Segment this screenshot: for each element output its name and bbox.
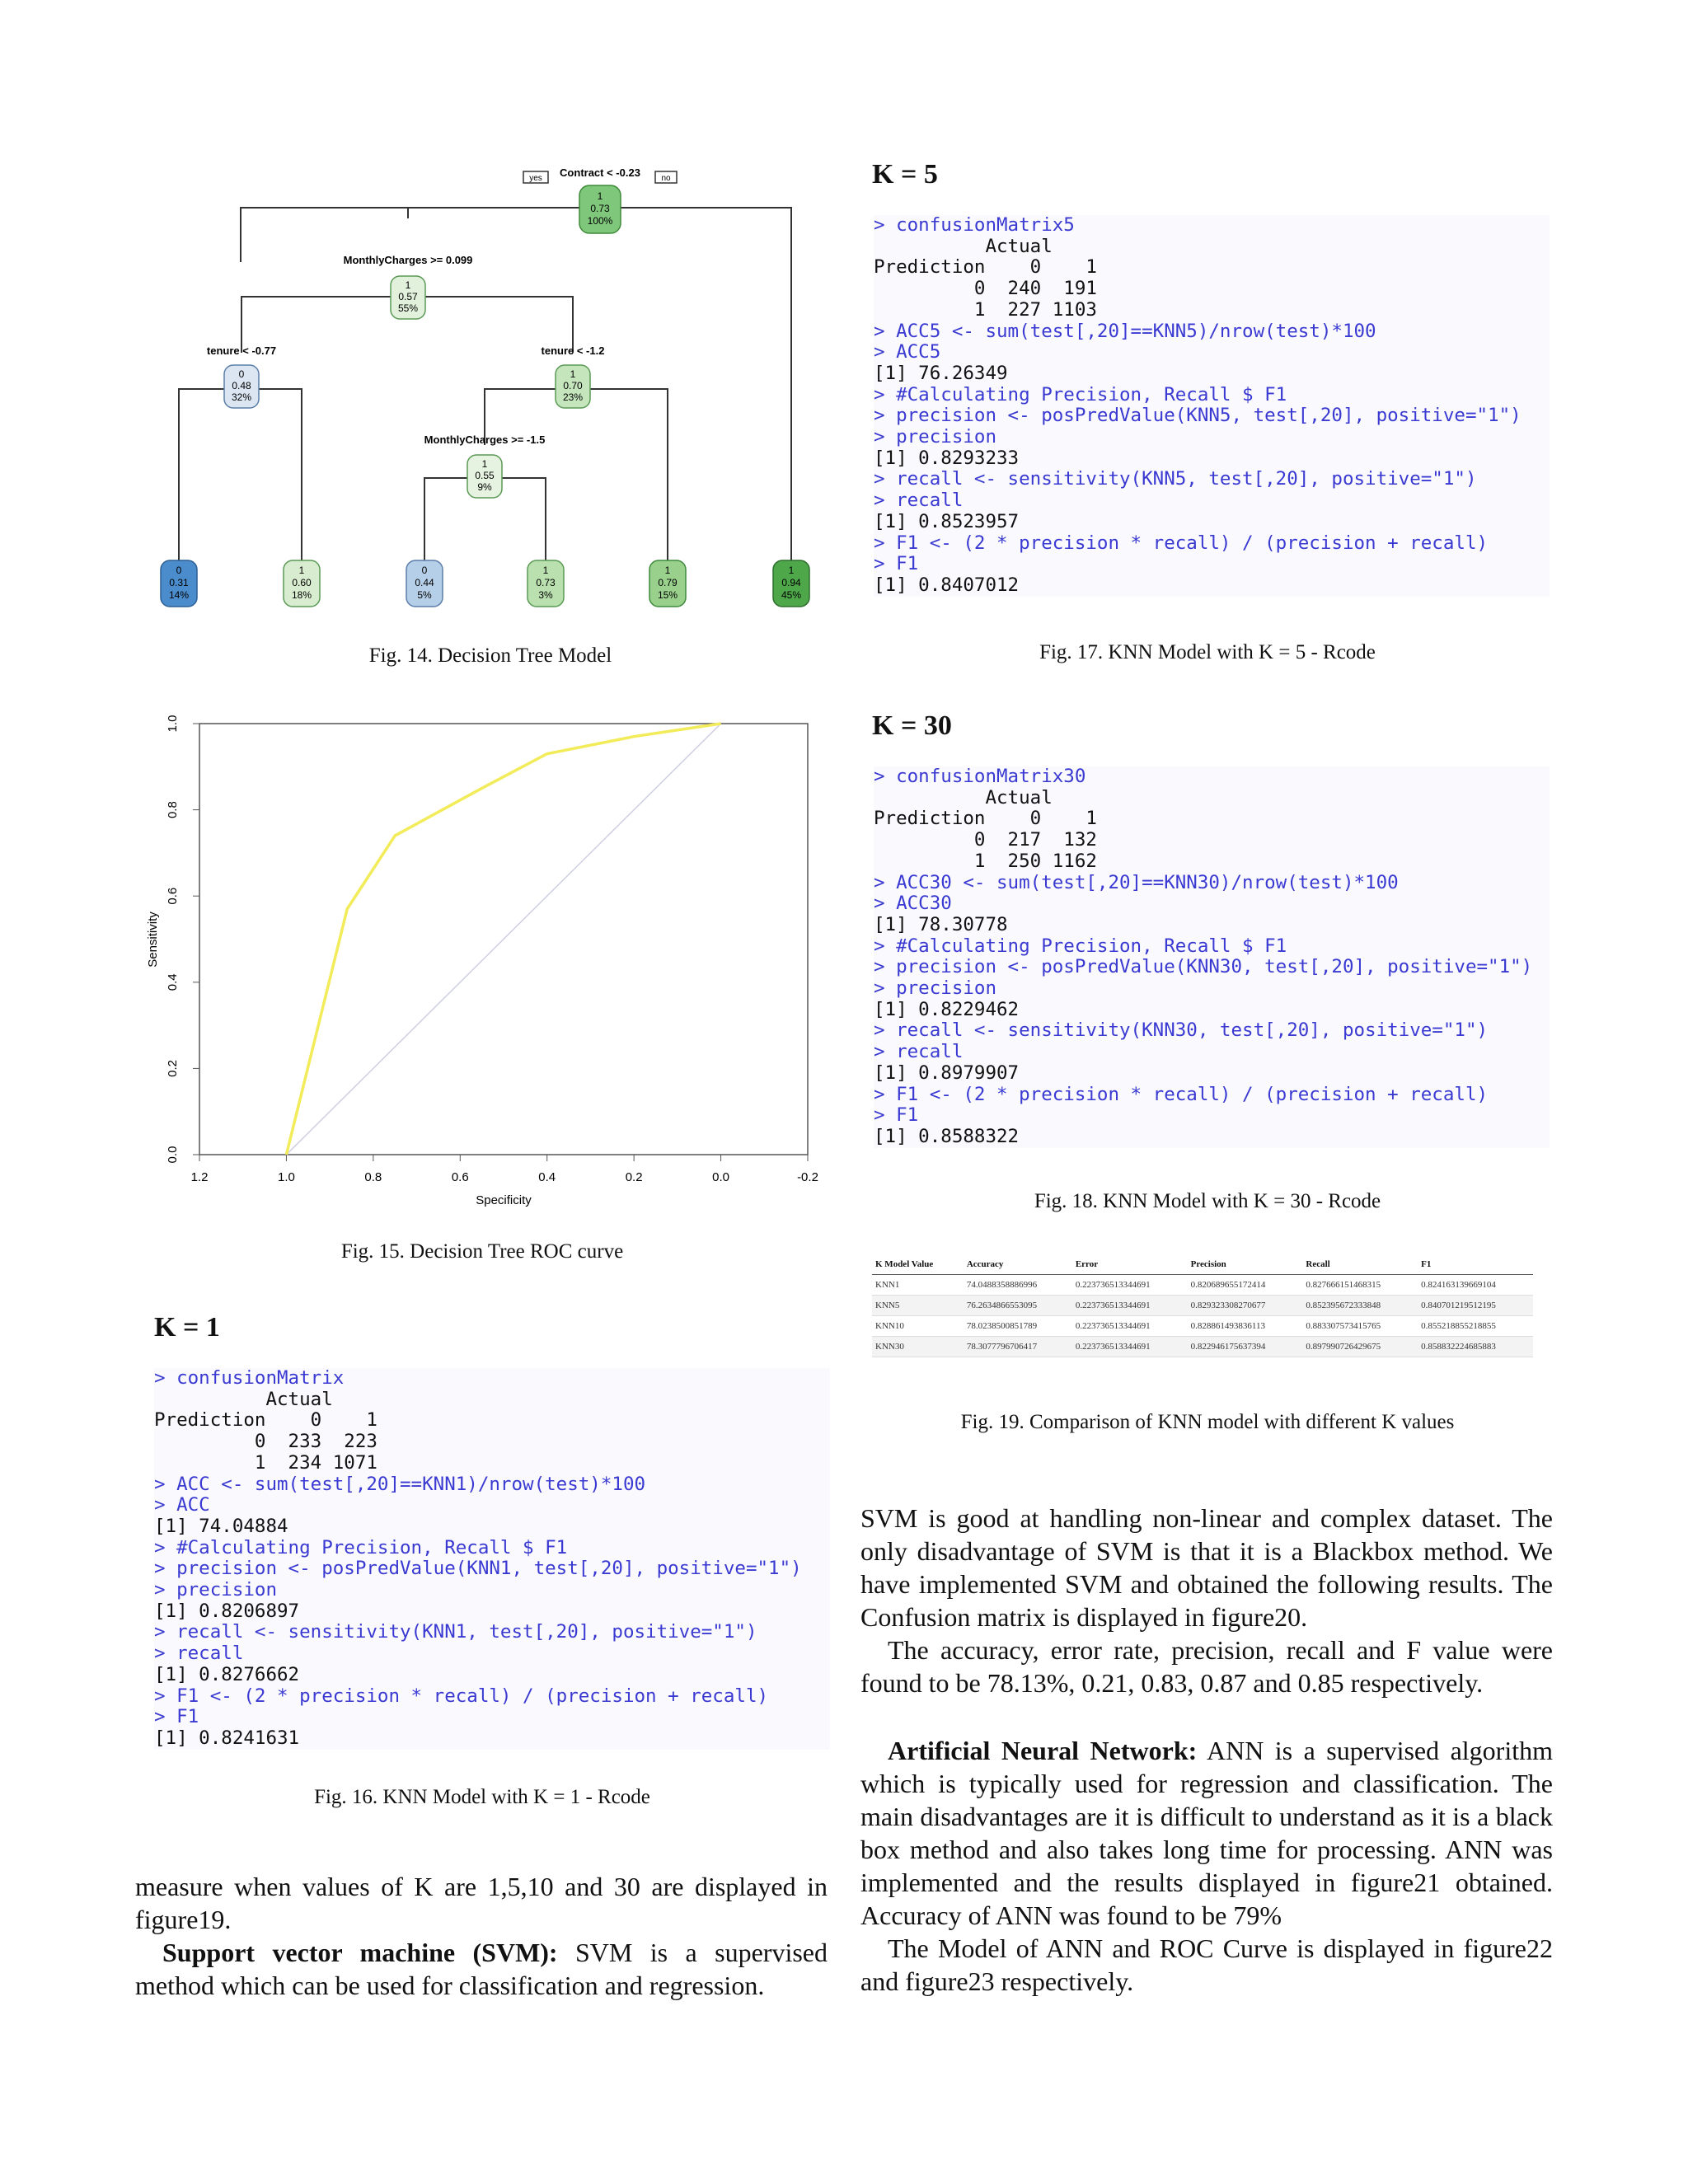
table-cell: 0.824163139669104 (1418, 1275, 1533, 1296)
tree-leaf-4 (528, 560, 564, 607)
svg-text:tenure < -1.2: tenure < -1.2 (541, 344, 605, 357)
svg-text:32%: 32% (231, 391, 252, 403)
ann-text: ANN is a supervised algorithm which is typically used for regression and classification. The main disadvantages are it is difficult to understand as it is a black box method and also takes long time for processing. ANN was implemented and the results displayed in figure21 obtained. Accuracy of ANN was found to be 79% (860, 1736, 1553, 1930)
fig18-code (874, 766, 1550, 1148)
svg-text:1: 1 (481, 458, 488, 470)
table-cell: 0.858832224685883 (1418, 1337, 1533, 1357)
table-cell: 0.223736513344691 (1072, 1275, 1188, 1296)
code-line: > precision (154, 1579, 278, 1601)
paragraph-ann-model: The Model of ANN and ROC Curve is displayed in figure22 and figure23 respectively. (860, 1933, 1553, 1996)
svg-text:23%: 23% (562, 391, 584, 403)
code-line: [1] 0.8293233 (874, 447, 1020, 469)
code-line: > ACC (154, 1494, 210, 1516)
table-cell: 0.223736513344691 (1072, 1296, 1188, 1316)
table-row (872, 1337, 1533, 1357)
code-line: [1] 0.8523957 (874, 510, 1020, 532)
code-line: > confusionMatrix5 (874, 214, 1075, 236)
table-cell: 0.828861493836113 (1188, 1316, 1303, 1337)
code-line: [1] 74.04884 (154, 1515, 288, 1537)
column-header[interactable]: Precision (1188, 1254, 1303, 1275)
code-line: > recall (154, 1643, 244, 1665)
code-line: > ACC30 (874, 893, 952, 915)
column-header[interactable]: Accuracy (964, 1254, 1072, 1275)
table-cell: 0.827666151468315 (1302, 1275, 1418, 1296)
code-line: 0 240 191 (874, 278, 1097, 300)
y-axis-label: Sensitivity (146, 912, 160, 968)
right-column-text (860, 1502, 1553, 1998)
svg-text:9%: 9% (477, 481, 492, 493)
fig19-caption: Fig. 19. Comparison of KNN model with different K values (960, 1411, 1455, 1433)
table-cell: KNN1 (872, 1275, 964, 1296)
fig16-caption: Fig. 16. KNN Model with K = 1 - Rcode (314, 1786, 650, 1808)
x-tick-label: 1.2 (190, 1170, 209, 1184)
code-line: > precision (874, 977, 997, 1000)
code-line: 1 234 1071 (154, 1451, 377, 1474)
svg-text:0.57: 0.57 (398, 291, 418, 302)
fig17-caption: Fig. 17. KNN Model with K = 5 - Rcode (1039, 641, 1376, 663)
svg-text:0.48: 0.48 (232, 380, 251, 391)
code-line: > recall <- sensitivity(KNN30, test[,20], positive="1") (874, 1019, 1489, 1042)
code-line: Actual (874, 235, 1053, 257)
tree-node-n2 (344, 254, 473, 319)
code-line: [1] 76.26349 (874, 362, 1008, 384)
table-cell: 0.223736513344691 (1072, 1337, 1188, 1357)
svg-text:1: 1 (405, 279, 411, 291)
table-cell: 0.223736513344691 (1072, 1316, 1188, 1337)
table-cell: 74.0488358886996 (964, 1275, 1072, 1296)
code-line: > F1 (874, 553, 919, 575)
code-line: > #Calculating Precision, Recall $ F1 (154, 1536, 568, 1558)
roc-chart (140, 709, 832, 1220)
paragraph-svm (135, 1936, 828, 2002)
table-cell: 0.829323308270677 (1188, 1296, 1303, 1316)
svg-text:15%: 15% (657, 589, 678, 601)
svg-text:3%: 3% (538, 589, 553, 601)
fig16-code (154, 1368, 830, 1750)
x-tick-label: 0.6 (451, 1170, 469, 1184)
table-cell: 0.840701219512195 (1418, 1296, 1533, 1316)
x-tick-label: 1.0 (277, 1170, 295, 1184)
code-line: Prediction 0 1 (874, 256, 1097, 279)
code-line: [1] 0.8241631 (154, 1727, 300, 1749)
code-line: > recall (874, 1041, 964, 1063)
svg-text:0.73: 0.73 (536, 577, 556, 588)
table-cell: 78.0238500851789 (964, 1316, 1072, 1337)
code-line: [1] 78.30778 (874, 913, 1008, 935)
fig17-heading: K = 5 (872, 159, 938, 190)
code-line: > recall <- sensitivity(KNN5, test[,20], positive="1") (874, 468, 1477, 490)
fig18-caption: Fig. 18. KNN Model with K = 30 - Rcode (1034, 1190, 1381, 1212)
code-line: > F1 <- (2 * precision * recall) / (precision + recall) (874, 1083, 1489, 1105)
code-line: > #Calculating Precision, Recall $ F1 (874, 935, 1287, 957)
code-line: > recall <- sensitivity(KNN1, test[,20], positive="1") (154, 1621, 757, 1643)
code-line: Actual (154, 1388, 333, 1410)
code-line: 0 233 223 (154, 1431, 377, 1453)
x-tick-label: 0.2 (625, 1170, 643, 1184)
table-row (872, 1316, 1533, 1337)
svg-text:5%: 5% (417, 589, 432, 601)
svg-text:1: 1 (570, 368, 576, 380)
svg-text:1: 1 (597, 190, 603, 202)
table-cell: 0.855218855218855 (1418, 1316, 1533, 1337)
svg-text:1: 1 (298, 565, 305, 576)
x-tick-label: 0.0 (712, 1170, 730, 1184)
knn-comparison-table (872, 1254, 1533, 1357)
svg-text:0.31: 0.31 (169, 577, 189, 588)
tree-leaf-3 (406, 560, 443, 607)
fig14-caption: Fig. 14. Decision Tree Model (368, 644, 612, 667)
table-cell: KNN10 (872, 1316, 964, 1337)
column-header[interactable]: K Model Value (872, 1254, 964, 1275)
y-tick-label: 0.4 (166, 973, 180, 991)
column-header[interactable]: Recall (1302, 1254, 1418, 1275)
tree-node-n5 (424, 434, 546, 498)
paragraph-ann (860, 1734, 1553, 1932)
svg-text:1: 1 (788, 565, 795, 576)
code-line: [1] 0.8979907 (874, 1062, 1020, 1084)
code-line: 1 227 1103 (874, 298, 1097, 321)
table-cell: 78.3077796706417 (964, 1337, 1072, 1357)
svg-text:1: 1 (542, 565, 549, 576)
y-tick-label: 0.8 (166, 801, 180, 819)
svg-text:MonthlyCharges >= 0.099: MonthlyCharges >= 0.099 (343, 254, 473, 266)
column-header[interactable]: F1 (1418, 1254, 1533, 1275)
svg-text:14%: 14% (168, 589, 190, 601)
svg-text:18%: 18% (291, 589, 312, 601)
table-cell: 0.852395672333848 (1302, 1296, 1418, 1316)
code-line: > confusionMatrix30 (874, 766, 1086, 787)
code-line: > precision <- posPredValue(KNN30, test[,20], positive="1") (874, 956, 1533, 978)
code-line: > ACC5 (874, 341, 941, 363)
code-line: > F1 (874, 1104, 919, 1127)
code-line: > precision <- posPredValue(KNN1, test[,20], positive="1") (154, 1558, 802, 1580)
paragraph-svm-results: The accuracy, error rate, precision, recall and F value were found to be 78.13%, 0.21, 0.83, 0.87 and 0.85 respectively. (860, 1635, 1553, 1698)
paragraph-svm-cont: SVM is good at handling non-linear and complex dataset. The only disadvantage of SVM is that it is a Blackbox method. We have implemented SVM and obtained the following results. The Confusion matrix is displayed in figure20. (860, 1503, 1553, 1632)
tree-leaf-1 (161, 560, 197, 607)
svg-text:MonthlyCharges >= -1.5: MonthlyCharges >= -1.5 (424, 434, 546, 446)
code-line: [1] 0.8276662 (154, 1663, 300, 1685)
ann-heading: Artificial Neural Network: (888, 1736, 1198, 1765)
code-line: 0 217 132 (874, 829, 1097, 851)
table-cell: 0.822946175637394 (1188, 1337, 1303, 1357)
code-line: Actual (874, 786, 1053, 808)
code-line: > confusionMatrix (154, 1367, 345, 1389)
svg-text:0.70: 0.70 (563, 380, 583, 391)
fig18-heading: K = 30 (872, 710, 952, 741)
paragraph-measure: measure when values of K are 1,5,10 and 30 are displayed in figure19. (135, 1872, 828, 1934)
y-tick-label: 0.6 (166, 887, 180, 905)
x-tick-label: 0.8 (364, 1170, 382, 1184)
svg-text:0: 0 (176, 565, 182, 576)
svg-text:0.44: 0.44 (415, 577, 434, 588)
code-line: > ACC <- sum(test[,20]==KNN1)/nrow(test)*100 (154, 1473, 646, 1495)
code-line: 1 250 1162 (874, 850, 1097, 872)
decision-tree-nodes (148, 157, 832, 618)
svg-text:tenure < -0.77: tenure < -0.77 (206, 344, 277, 357)
x-axis-label: Specificity (476, 1193, 532, 1207)
table-cell: 0.820689655172414 (1188, 1275, 1303, 1296)
column-header[interactable]: Error (1072, 1254, 1188, 1275)
svg-text:0.55: 0.55 (475, 470, 495, 481)
svm-text: SVM is a supervised method which can be used for classification and regression. (135, 1938, 828, 2000)
table-row (872, 1296, 1533, 1316)
code-line: [1] 0.8407012 (874, 574, 1020, 596)
svg-text:Contract < -0.23: Contract < -0.23 (560, 166, 640, 179)
svg-text:0.60: 0.60 (292, 577, 312, 588)
svg-text:0.73: 0.73 (590, 203, 610, 214)
tree-leaf-6 (773, 560, 809, 607)
svg-text:0: 0 (421, 565, 428, 576)
x-tick-label: -0.2 (797, 1170, 818, 1184)
y-tick-label: 0.0 (166, 1146, 180, 1164)
code-line: > ACC30 <- sum(test[,20]==KNN30)/nrow(test)*100 (874, 871, 1399, 893)
tree-leaf-2 (284, 560, 320, 607)
table-cell: KNN30 (872, 1337, 964, 1357)
code-line: [1] 0.8206897 (154, 1600, 300, 1622)
left-column-text (135, 1870, 828, 2002)
code-line: > recall (874, 490, 964, 512)
code-line: > ACC5 <- sum(test[,20]==KNN5)/nrow(test)*100 (874, 320, 1376, 342)
svg-text:1: 1 (664, 565, 671, 576)
y-tick-label: 1.0 (166, 715, 180, 733)
svg-text:yes: yes (529, 174, 542, 183)
x-tick-label: 0.4 (538, 1170, 556, 1184)
code-line: Prediction 0 1 (874, 808, 1097, 830)
svg-text:55%: 55% (397, 302, 419, 314)
code-line: > F1 <- (2 * precision * recall) / (precision + recall) (154, 1685, 769, 1707)
tree-leaf-5 (649, 560, 686, 607)
code-line: > precision (874, 426, 997, 448)
fig15-caption: Fig. 15. Decision Tree ROC curve (340, 1240, 624, 1263)
code-line: > F1 (154, 1706, 199, 1728)
code-line: [1] 0.8588322 (874, 1125, 1020, 1147)
table-cell: 76.2634866553095 (964, 1296, 1072, 1316)
fig17-code (874, 215, 1550, 597)
table-cell: 0.897990726429675 (1302, 1337, 1418, 1357)
table-header-row (872, 1254, 1533, 1275)
code-line: [1] 0.8229462 (874, 998, 1020, 1020)
table-cell: 0.883307573415765 (1302, 1316, 1418, 1337)
code-line: Prediction 0 1 (154, 1409, 377, 1432)
svg-text:0.79: 0.79 (658, 577, 678, 588)
fig16-heading: K = 1 (154, 1312, 220, 1343)
y-tick-label: 0.2 (166, 1059, 180, 1077)
svm-heading: Support vector machine (SVM): (162, 1938, 558, 1967)
svg-text:45%: 45% (781, 589, 802, 601)
code-line: > #Calculating Precision, Recall $ F1 (874, 383, 1287, 405)
svg-text:0: 0 (238, 368, 245, 380)
svg-text:100%: 100% (587, 215, 613, 227)
tree-node-n3 (207, 344, 276, 408)
table-row (872, 1275, 1533, 1296)
svg-text:no: no (661, 174, 671, 183)
code-line: > precision <- posPredValue(KNN5, test[,20], positive="1") (874, 405, 1522, 427)
svg-text:0.94: 0.94 (781, 577, 801, 588)
tree-node-n4 (542, 344, 605, 408)
table-cell: KNN5 (872, 1296, 964, 1316)
code-line: > F1 <- (2 * precision * recall) / (precision + recall) (874, 532, 1489, 554)
